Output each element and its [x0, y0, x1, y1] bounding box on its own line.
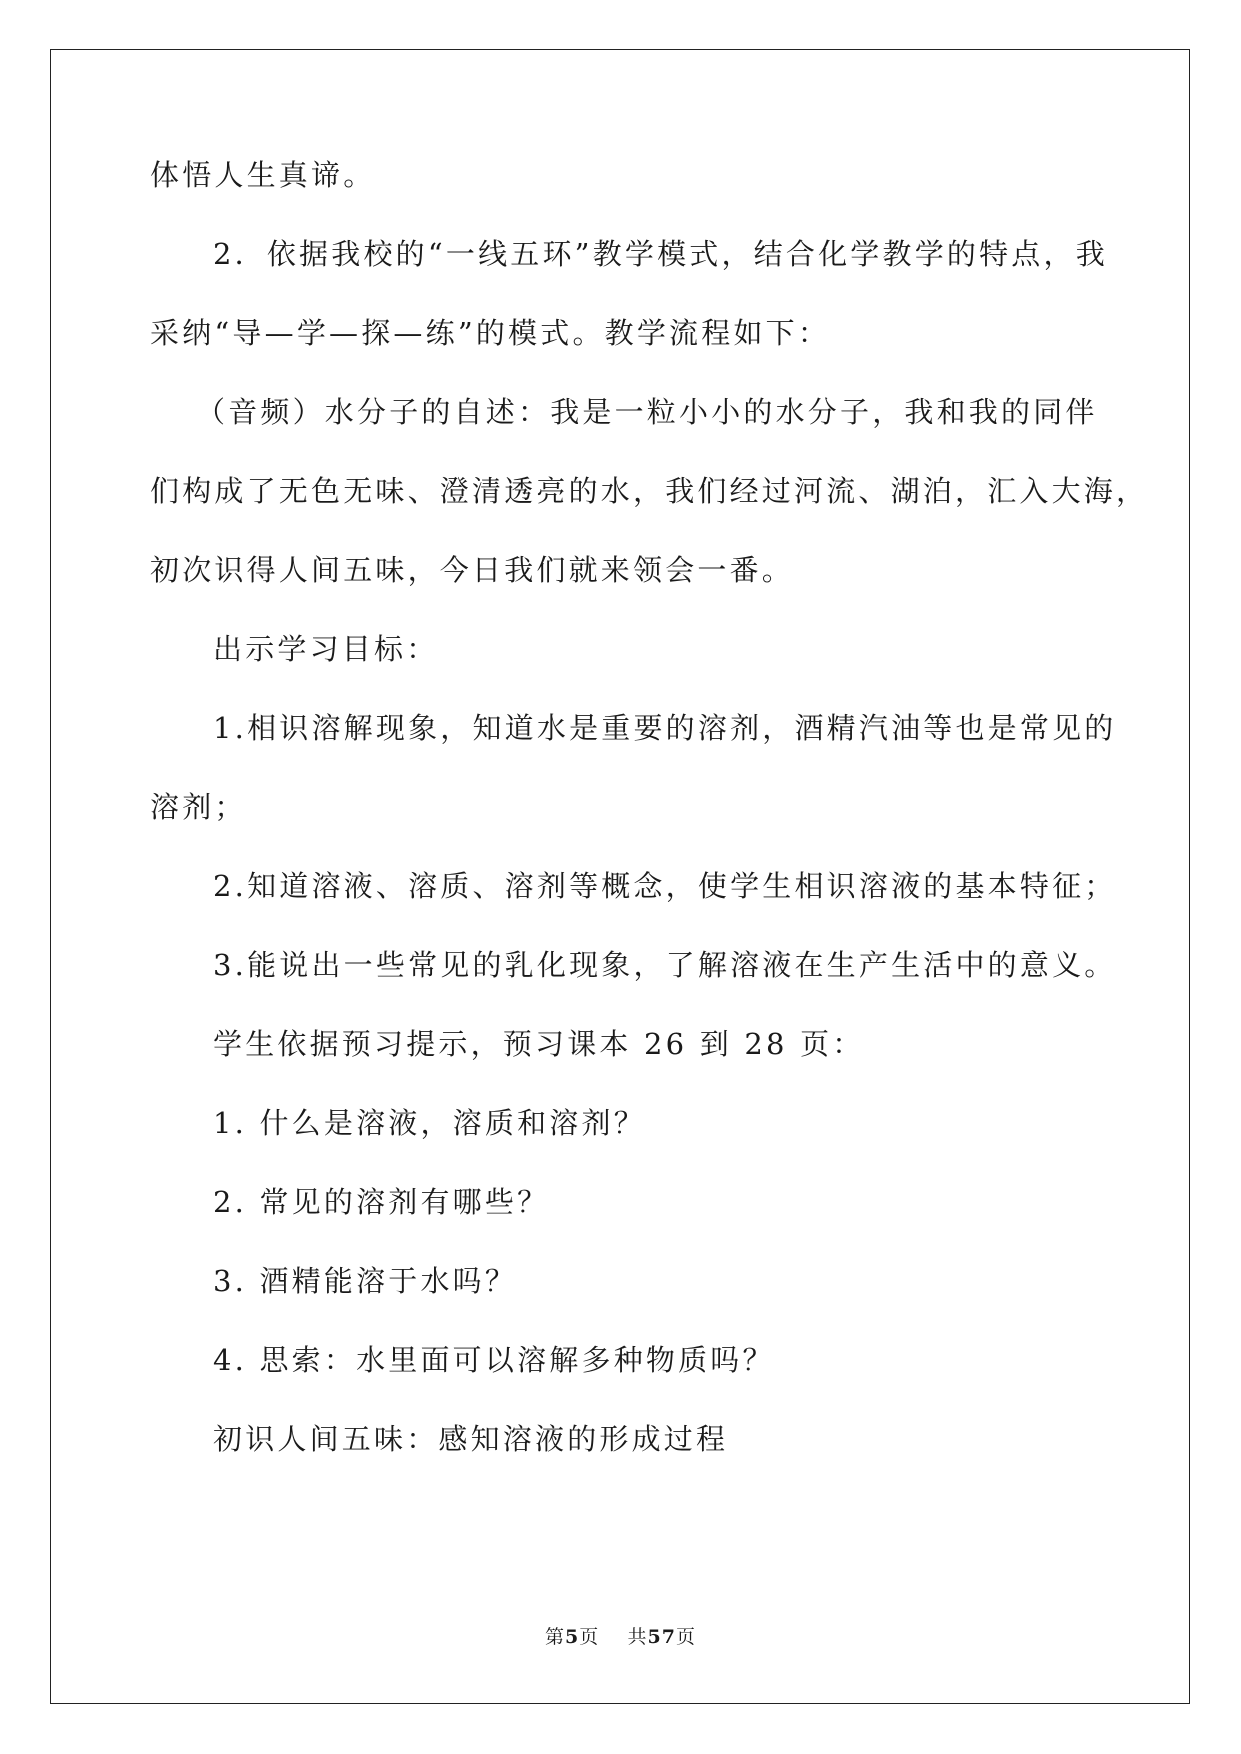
list-item: 4. 思索：水里面可以溶解多种物质吗？	[213, 1343, 775, 1377]
paragraph-line: 采纳“导—学—探—练”的模式。教学流程如下：	[150, 316, 831, 350]
footer-page-number: 5	[565, 1626, 580, 1648]
paragraph-line: 学生依据预习提示，预习课本 26 到 28 页：	[213, 1027, 865, 1061]
paragraph-line: 溶剂；	[150, 790, 247, 824]
paragraph-line: 2．依据我校的“一线五环”教学模式，结合化学教学的特点，我	[213, 237, 1108, 271]
list-item: 2. 常见的溶剂有哪些？	[213, 1185, 550, 1219]
list-item: 1. 什么是溶液，溶质和溶剂？	[213, 1106, 646, 1140]
page-footer	[0, 1625, 1241, 1649]
footer-page-suffix: 页	[579, 1626, 600, 1648]
paragraph-line: （音频）水分子的自述：我是一粒小小的水分子，我和我的同伴	[196, 395, 1098, 429]
footer-total-prefix: 共	[627, 1626, 648, 1648]
footer-page-prefix: 第	[545, 1626, 566, 1648]
footer-total-pages: 57	[647, 1626, 676, 1648]
paragraph-line: 体悟人生真谛。	[150, 158, 376, 192]
list-item: 3. 酒精能溶于水吗？	[213, 1264, 518, 1298]
paragraph-line: 1.相识溶解现象，知道水是重要的溶剂，酒精汽油等也是常见的	[213, 711, 1117, 745]
section-heading: 初识人间五味：感知溶液的形成过程	[213, 1422, 729, 1456]
paragraph-line: 们构成了无色无味、澄清透亮的水，我们经过河流、湖泊，汇入大海，	[150, 474, 1149, 508]
paragraph-line: 2.知道溶液、溶质、溶剂等概念，使学生相识溶液的基本特征；	[213, 869, 1117, 903]
footer-total-suffix: 页	[675, 1626, 696, 1648]
paragraph-line: 3.能说出一些常见的乳化现象，了解溶液在生产生活中的意义。	[213, 948, 1117, 982]
paragraph-line: 出示学习目标：	[213, 632, 439, 666]
paragraph-line: 初次识得人间五味，今日我们就来领会一番。	[150, 553, 795, 587]
